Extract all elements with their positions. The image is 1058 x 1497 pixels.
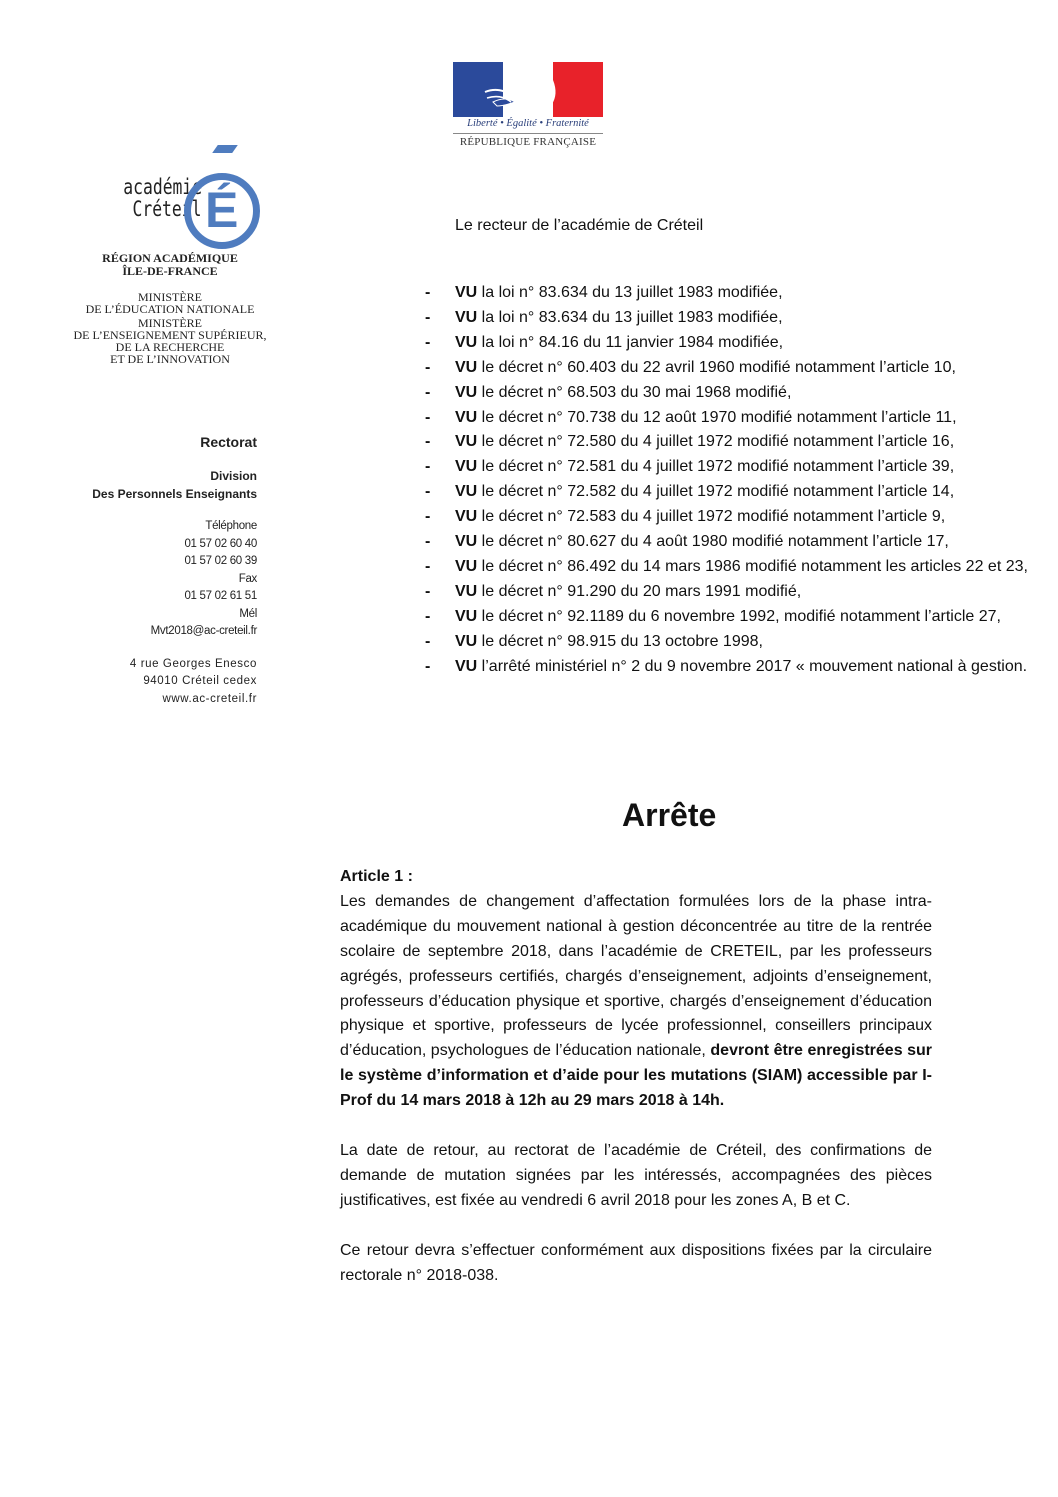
vu-item: [425, 356, 1045, 381]
paragraph-1-emphasis: devront être enregistrées sur le système d’information et d’aide pour les mutations (SIAM) accessible par I- Prof du 14 mars 2018 à 12h au 29 mars 2018 à 14h.: [340, 1042, 933, 1110]
vu-item: [425, 630, 1045, 655]
bullet-dash: -: [425, 458, 431, 476]
republique-francaise-logo: [453, 62, 603, 152]
vu-text: le décret n° 72.583 du 4 juillet 1972 modifié notamment l’article 9,: [477, 508, 946, 526]
vu-text: le décret n° 98.915 du 13 octobre 1998,: [477, 632, 763, 650]
vu-lead: VU: [455, 383, 478, 401]
vu-lead: VU: [455, 533, 478, 551]
vu-lead: VU: [455, 408, 478, 426]
email-link[interactable]: Mvt2018@ac-creteil.fr: [150, 625, 257, 637]
bullet-dash: -: [425, 308, 431, 326]
vu-lead: VU: [455, 607, 478, 625]
vu-text: le décret n° 80.627 du 4 août 1980 modifié notamment l’article 17,: [477, 533, 949, 551]
bullet-dash: -: [425, 607, 431, 625]
ministry1-line1: MINISTÈRE: [138, 290, 202, 304]
vu-text: la loi n° 83.634 du 13 juillet 1983 modifiée,: [477, 284, 783, 301]
vu-text: l’arrêté ministériel n° 2 du 9 novembre 2017 « mouvement national à gestion.: [477, 657, 1028, 675]
vu-item: [425, 381, 1045, 406]
division-line2: Des Personnels Enseignants: [92, 487, 257, 501]
vu-lead: VU: [455, 308, 478, 326]
vu-lead: VU: [455, 582, 478, 600]
division-line1: Division: [210, 469, 257, 483]
vu-lead: VU: [455, 284, 478, 301]
vu-text: le décret n° 60.403 du 22 avril 1960 modifié notamment l’article 10,: [477, 358, 956, 376]
vu-text: le décret n° 72.580 du 4 juillet 1972 modifié notamment l’article 16,: [477, 433, 955, 451]
republic-name: RÉPUBLIQUE FRANÇAISE: [459, 136, 597, 148]
vu-item: [425, 331, 1045, 356]
marianne-flag-icon: [453, 62, 603, 117]
phone-number-1: 01 57 02 60 40: [184, 537, 257, 550]
bullet-dash: -: [425, 557, 431, 575]
academy-logo-line1: académie: [123, 175, 202, 199]
bullet-dash: -: [425, 433, 431, 451]
email-label: Mél: [239, 607, 257, 620]
vu-text: le décret n° 92.1189 du 6 novembre 1992, modifié notamment l’article 27,: [477, 607, 1001, 625]
phone-number-2: 01 57 02 60 39: [184, 555, 257, 567]
vu-item: [425, 480, 1045, 505]
article-1: [340, 865, 932, 1289]
vu-item: [425, 406, 1045, 431]
vu-text: le décret n° 72.582 du 4 juillet 1972 modifié notamment l’article 14,: [477, 483, 955, 501]
vu-text: le décret n° 70.738 du 12 août 1970 modifié notamment l’article 11,: [477, 408, 957, 426]
decision-title: Arrête: [622, 797, 717, 833]
ministry-block: [40, 252, 300, 365]
article-paragraph-1: [340, 890, 932, 1114]
academy-accent-icon: [212, 145, 238, 153]
bullet-dash: -: [425, 383, 431, 401]
vu-lead: VU: [455, 358, 478, 376]
ministry2-line2: DE L’ENSEIGNEMENT SUPÉRIEUR,: [73, 328, 267, 342]
vu-lead: VU: [455, 483, 478, 501]
bullet-dash: -: [425, 582, 431, 600]
paragraph-1-text: Les demandes de changement d’affectation formulées lors de la phase intra-académique du mouvement national à gestion déconcentrée au titre de la rentrée scolaire de septembre 2018, dans l’académie de CRETEIL, par les professeurs agrégés, professeurs certifiés, chargés d’enseignement, adjoints d’enseignement, professeurs d’éducation physique et sportive, chargés d’enseignement d’éducation physique et sportive, professeurs de lycée professionnel, conseillers principaux d’éducation, psychologues de l’éducation nationale,: [340, 892, 932, 1060]
contact-sidebar: [17, 433, 257, 708]
ministry2-line3: DE LA RECHERCHE: [115, 340, 225, 354]
region-line2: ÎLE-DE-FRANCE: [122, 264, 218, 278]
bullet-dash: -: [425, 508, 431, 526]
bullet-dash: -: [425, 408, 431, 426]
service-name: Rectorat: [200, 434, 257, 450]
vu-item: [425, 580, 1045, 605]
bullet-dash: -: [425, 284, 431, 301]
vu-item: [425, 281, 1045, 306]
website-link[interactable]: www.ac-creteil.fr: [162, 692, 257, 705]
phone-label: Téléphone: [205, 520, 257, 532]
vu-lead: VU: [455, 657, 478, 675]
republic-motto: Liberté • Égalité • Fraternité: [467, 118, 589, 129]
region-line1: RÉGION ACADÉMIQUE: [102, 251, 238, 265]
ministry2-line1: MINISTÈRE: [138, 316, 202, 330]
intro-line: Le recteur de l’académie de Créteil: [455, 217, 704, 234]
vu-text: la loi n° 84.16 du 11 janvier 1984 modifiée,: [477, 333, 784, 351]
vu-text: le décret n° 91.290 du 20 mars 1991 modifié,: [477, 582, 802, 600]
bullet-dash: -: [425, 358, 431, 376]
article-heading: Article 1 :: [340, 868, 413, 885]
marianne-profile-icon: [453, 62, 603, 117]
vu-item: [425, 655, 1045, 680]
divider: [453, 133, 603, 134]
address-line1: 4 rue Georges Enesco: [129, 657, 257, 670]
vu-lead: VU: [455, 557, 478, 575]
vu-lead: VU: [455, 632, 478, 650]
vu-list: [425, 281, 1045, 680]
vu-text: la loi n° 83.634 du 13 juillet 1983 modifiée,: [477, 308, 783, 326]
vu-item: [425, 605, 1045, 630]
vu-lead: VU: [455, 508, 478, 526]
academie-creteil-logo: [112, 145, 262, 250]
ministry2-line4: ET DE L’INNOVATION: [110, 352, 230, 366]
fax-number: 01 57 02 61 51: [184, 590, 257, 602]
vu-text: le décret n° 68.503 du 30 mai 1968 modifié,: [477, 383, 792, 401]
vu-lead: VU: [455, 433, 478, 451]
bullet-dash: -: [425, 657, 431, 675]
bullet-dash: -: [425, 533, 431, 551]
vu-lead: VU: [455, 333, 478, 351]
vu-lead: VU: [455, 458, 478, 476]
bullet-dash: -: [425, 632, 431, 650]
academy-logo-line2: Créteil: [132, 197, 202, 221]
address-line2: 94010 Créteil cedex: [143, 675, 257, 687]
ministry1-line2: DE L’ÉDUCATION NATIONALE: [85, 302, 255, 316]
bullet-dash: -: [425, 483, 431, 501]
vu-item: [425, 530, 1045, 555]
vu-item: [425, 306, 1045, 331]
article-paragraph-3: Ce retour devra s’effectuer conformément aux dispositions fixées par la circulaire rectorale n° 2018-038.: [340, 1241, 932, 1284]
vu-text: le décret n° 86.492 du 14 mars 1986 modifié notamment les articles 22 et 23,: [477, 557, 1028, 575]
vu-item: [425, 555, 1045, 580]
article-paragraph-2: La date de retour, au rectorat de l’académie de Créteil, des confirmations de demande de mutation signées par les intéressés, accompagnées des pièces justificatives, est fixée au vendredi 6 avril 2018 pour les zones A, B et C.: [340, 1142, 932, 1209]
vu-item: [425, 505, 1045, 530]
academy-e-letter: É: [205, 182, 239, 238]
vu-item: [425, 455, 1045, 480]
bullet-dash: -: [425, 333, 431, 351]
vu-item: [425, 430, 1045, 455]
vu-text: le décret n° 72.581 du 4 juillet 1972 modifié notamment l’article 39,: [477, 458, 955, 476]
fax-label: Fax: [238, 572, 257, 585]
